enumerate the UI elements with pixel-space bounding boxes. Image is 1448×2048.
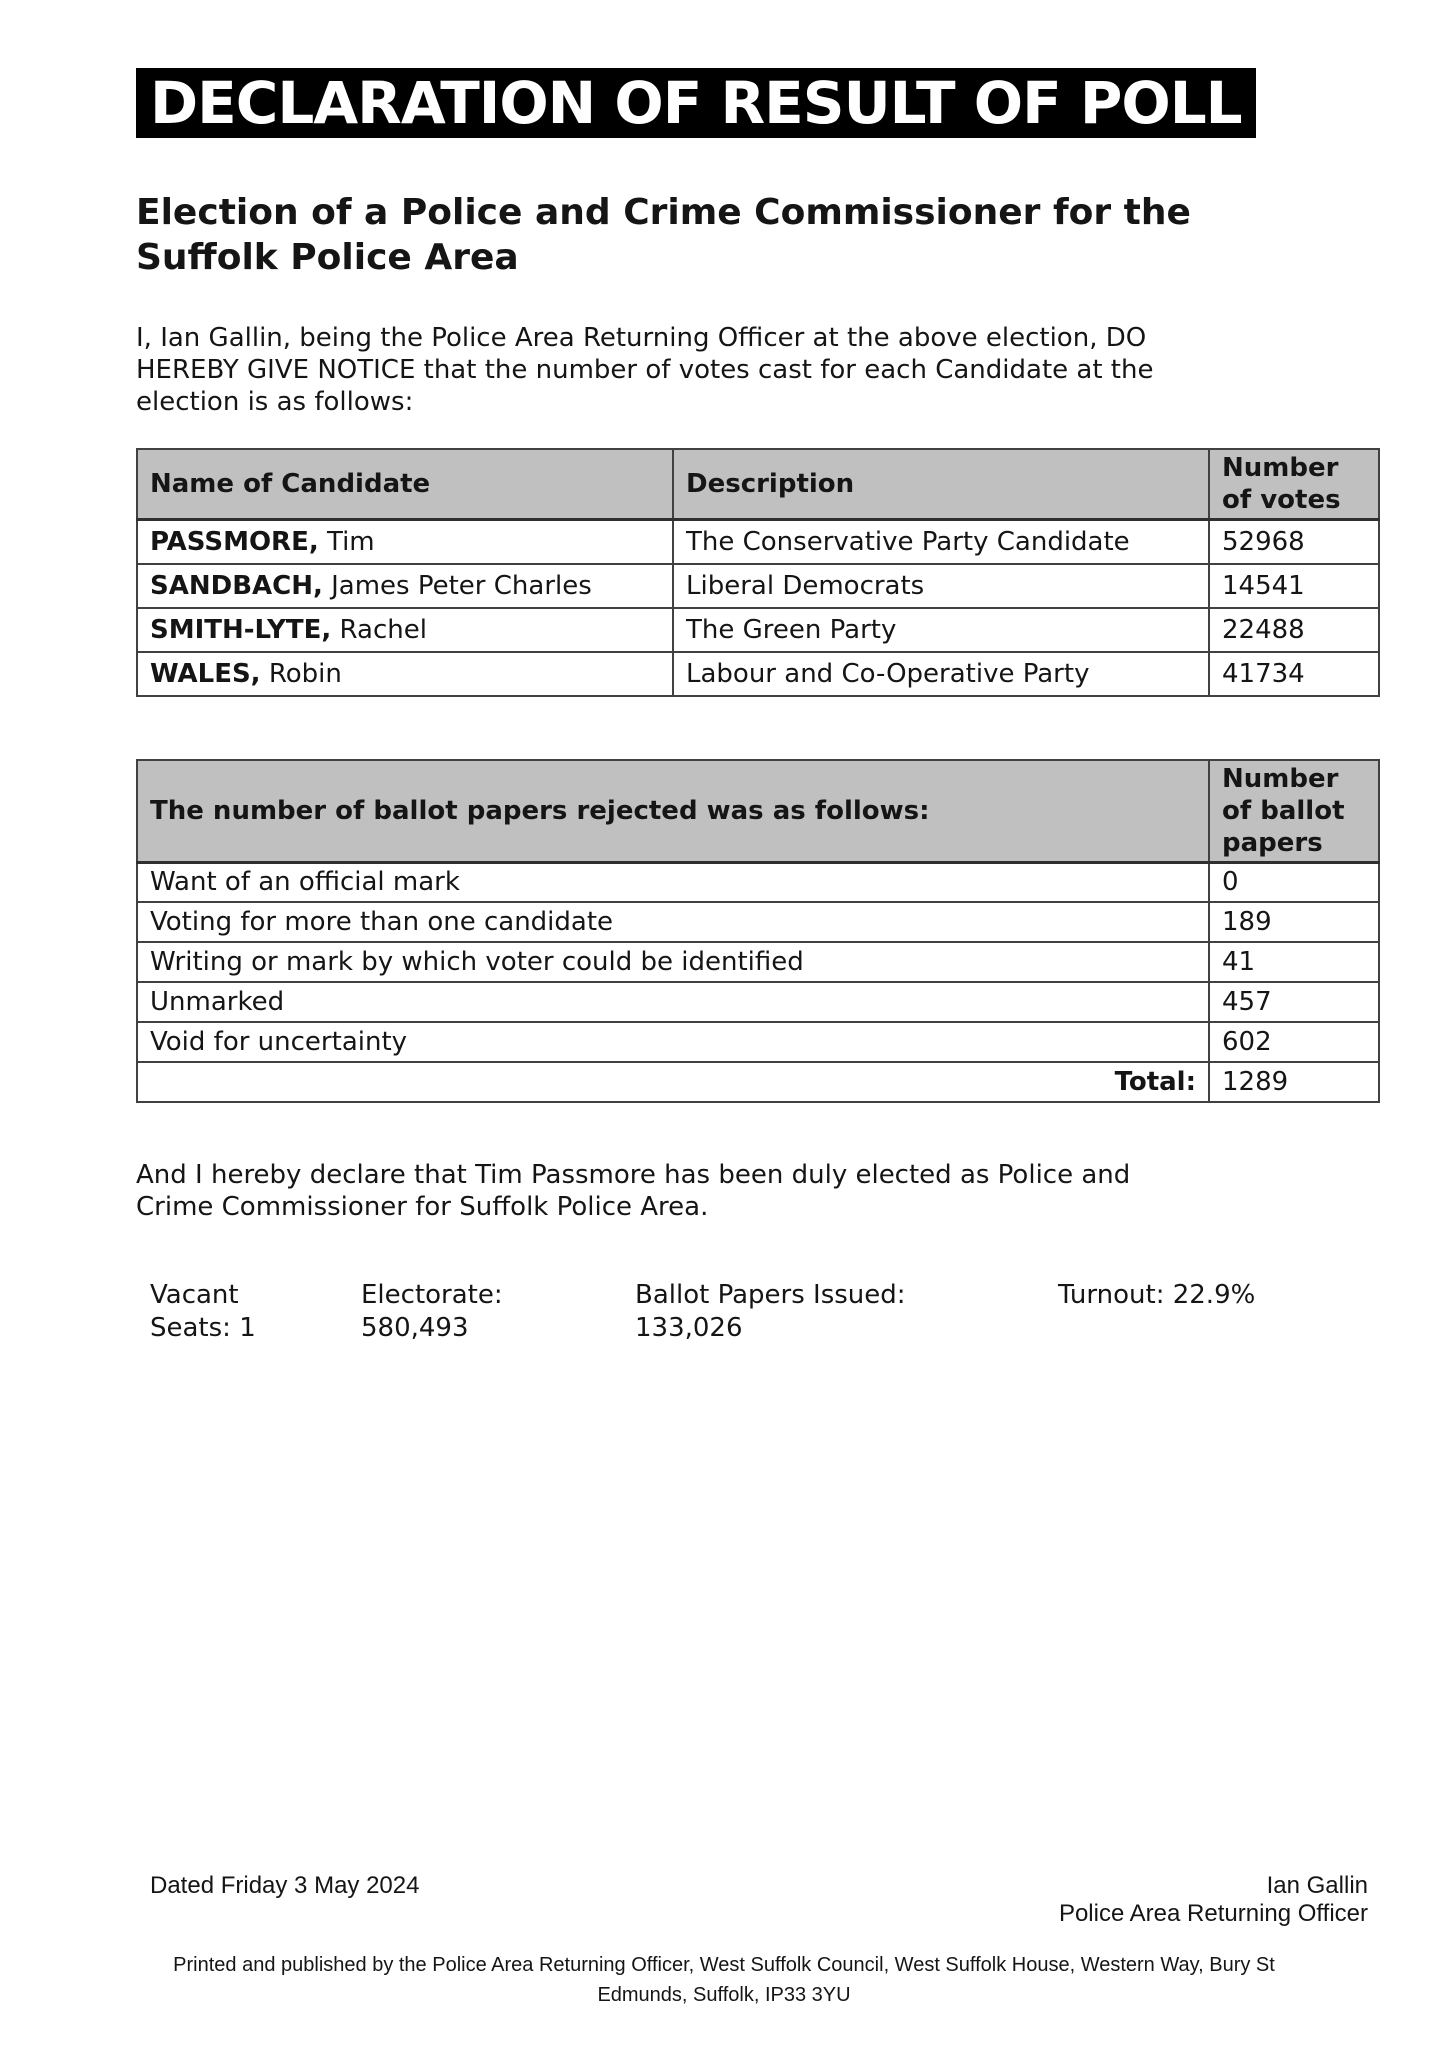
- table-row: [137, 862, 1379, 902]
- rejection-count: 0: [1209, 862, 1379, 902]
- rejection-reason: Voting for more than one candidate: [137, 902, 1209, 942]
- printed-published-note: [0, 1950, 1448, 2010]
- table-row: [137, 982, 1379, 1022]
- printed-published-line-1: Printed and published by the Police Area Returning Officer, West Suffolk Council, West Suffolk House, Western Way, Bury St: [173, 1954, 1275, 1976]
- stats-vacant-seats: [150, 1279, 256, 1345]
- candidate-surname: SMITH-LYTE,: [150, 614, 332, 645]
- rejection-count: 602: [1209, 1022, 1379, 1062]
- table-row: [137, 902, 1379, 942]
- candidate-name: [137, 520, 673, 564]
- candidate-forenames: Robin: [268, 658, 342, 689]
- table-row: [137, 942, 1379, 982]
- candidates-table: [136, 448, 1380, 697]
- candidate-forenames: James Peter Charles: [331, 570, 592, 601]
- stats-turnout: [1058, 1279, 1255, 1312]
- candidate-surname: SANDBACH,: [150, 570, 323, 601]
- rejection-count: 41: [1209, 942, 1379, 982]
- candidate-votes: 22488: [1209, 608, 1379, 652]
- stats-electorate: [361, 1279, 503, 1345]
- stats-vacant-seats-label: Vacant: [150, 1280, 239, 1310]
- candidate-description: Labour and Co-Operative Party: [673, 652, 1209, 696]
- signatory-title: Police Area Returning Officer: [1058, 1900, 1368, 1927]
- intro-paragraph: [136, 322, 1380, 418]
- candidate-name: [137, 564, 673, 608]
- main-heading-line-1: Election of a Police and Crime Commissioner for the: [136, 192, 1191, 233]
- rejected-header-row: [137, 760, 1379, 863]
- rejected-ballots-table: [136, 759, 1380, 1104]
- table-row: [137, 564, 1379, 608]
- statistics-row: [136, 1279, 1380, 1354]
- candidates-header-name: Name of Candidate: [137, 449, 673, 520]
- candidate-surname: PASSMORE,: [150, 526, 319, 557]
- rejection-reason: Want of an official mark: [137, 862, 1209, 902]
- candidate-description: The Conservative Party Candidate: [673, 520, 1209, 564]
- title-text: DECLARATION OF RESULT OF POLL: [150, 69, 1242, 137]
- candidate-surname: WALES,: [150, 658, 261, 689]
- candidate-description: Liberal Democrats: [673, 564, 1209, 608]
- candidate-votes: 52968: [1209, 520, 1379, 564]
- intro-line-2: HEREBY GIVE NOTICE that the number of votes cast for each Candidate at the: [136, 355, 1154, 385]
- main-heading: [136, 190, 1380, 280]
- title-banner: [136, 68, 1256, 138]
- candidates-header-row: [137, 449, 1379, 520]
- rejection-reason: Writing or mark by which voter could be identified: [137, 942, 1209, 982]
- intro-line-1: I, Ian Gallin, being the Police Area Returning Officer at the above election, DO: [136, 323, 1147, 353]
- rejection-count: 457: [1209, 982, 1379, 1022]
- rejection-count: 189: [1209, 902, 1379, 942]
- candidate-name: [137, 608, 673, 652]
- dated-line: Dated Friday 3 May 2024: [150, 1872, 420, 1899]
- stats-ballot-papers-issued-value: 133,026: [635, 1313, 743, 1343]
- stats-electorate-label: Electorate:: [361, 1280, 503, 1310]
- rejected-header-value: Number of ballot papers: [1209, 760, 1379, 863]
- rejection-reason: Unmarked: [137, 982, 1209, 1022]
- table-row: [137, 520, 1379, 564]
- declaration-line-2: Crime Commissioner for Suffolk Police Area.: [136, 1192, 709, 1222]
- rejected-total-row: [137, 1062, 1379, 1102]
- candidate-forenames: Tim: [326, 526, 375, 557]
- stats-turnout-label: Turnout: 22.9%: [1058, 1280, 1256, 1310]
- candidates-header-votes: Number of votes: [1209, 449, 1379, 520]
- stats-ballot-papers-issued-label: Ballot Papers Issued:: [635, 1280, 906, 1310]
- declaration-paragraph: [136, 1159, 1380, 1223]
- table-row: [137, 608, 1379, 652]
- intro-line-3: election is as follows:: [136, 387, 414, 417]
- stats-vacant-seats-value: Seats: 1: [150, 1313, 256, 1343]
- rejected-total-value: 1289: [1209, 1062, 1379, 1102]
- stats-ballot-papers-issued: [635, 1279, 906, 1345]
- candidate-votes: 41734: [1209, 652, 1379, 696]
- rejected-header-label: The number of ballot papers rejected was as follows:: [137, 760, 1209, 863]
- printed-published-line-2: Edmunds, Suffolk, IP33 3YU: [597, 1984, 851, 2006]
- table-row: [137, 652, 1379, 696]
- stats-electorate-value: 580,493: [361, 1313, 469, 1343]
- candidate-name: [137, 652, 673, 696]
- table-row: [137, 1022, 1379, 1062]
- rejection-reason: Void for uncertainty: [137, 1022, 1209, 1062]
- rejected-total-label: Total:: [137, 1062, 1209, 1102]
- declaration-line-1: And I hereby declare that Tim Passmore has been duly elected as Police and: [136, 1160, 1131, 1190]
- candidate-description: The Green Party: [673, 608, 1209, 652]
- candidate-votes: 14541: [1209, 564, 1379, 608]
- signatory-name: Ian Gallin: [1266, 1872, 1368, 1899]
- signature-block: [1059, 1872, 1368, 1928]
- main-heading-line-2: Suffolk Police Area: [136, 237, 519, 278]
- candidate-forenames: Rachel: [339, 614, 427, 645]
- candidates-header-description: Description: [673, 449, 1209, 520]
